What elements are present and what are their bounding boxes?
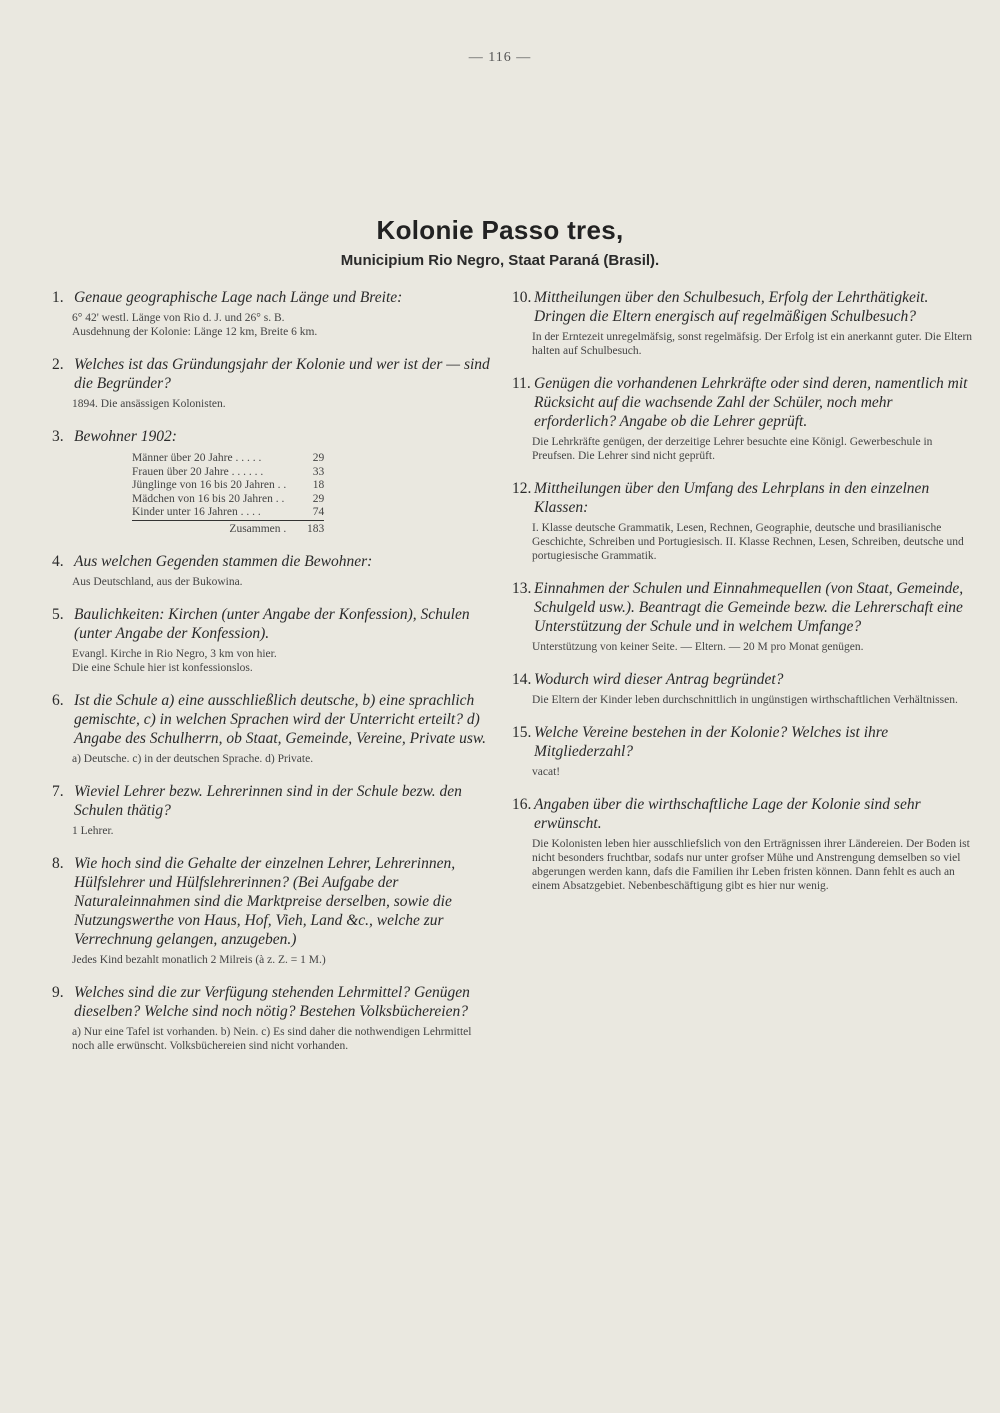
question-text: Mittheilungen über den Umfang des Lehrplans in den einzelnen Klassen: — [534, 480, 930, 516]
answer — [52, 311, 492, 339]
row-value: 18 — [312, 479, 325, 491]
question-text: Wieviel Lehrer bezw. Lehrerinnen sind in der Schule bezw. den Schulen thätig? — [74, 783, 462, 819]
answer: Unterstützung von keiner Seite. — Eltern. — 20 M pro Monat genügen. — [532, 641, 864, 653]
question-13 — [512, 579, 974, 654]
question-number: 14. — [512, 671, 532, 688]
question-number: 1. — [52, 289, 64, 306]
question-11 — [512, 374, 974, 463]
total-label: Zusammen . — [132, 520, 286, 536]
question-text: Bewohner 1902: — [74, 428, 177, 445]
answer: Jedes Kind bezahlt monatlich 2 Milreis (à z. Z. = 1 M.) — [72, 954, 326, 966]
question-14 — [512, 670, 974, 707]
question-text: Ist die Schule a) eine ausschließlich deutsche, b) eine sprachlich gemischte, c) in welchen Sprachen wird der Unterricht erteilt? d) Angabe des Schulherrn, ob Staat, Gemeinde, Vereine, Private usw. — [74, 692, 486, 747]
answer: In der Erntezeit unregelmäfsig, sonst regelmäfsig. Der Erfolg ist ein anerkannt guter. Die Eltern halten auf Schulbesuch. — [532, 331, 973, 357]
question-15 — [512, 723, 974, 779]
question-number: 4. — [52, 553, 64, 570]
total-value: 183 — [286, 520, 324, 536]
question-number: 11. — [512, 375, 531, 392]
question-7 — [52, 782, 492, 838]
question-text: Baulichkeiten: Kirchen (unter Angabe der Konfession), Schulen (unter Angabe der Konfession). — [74, 606, 470, 642]
question-8 — [52, 854, 492, 967]
question-9 — [52, 983, 492, 1053]
question-text: Genaue geographische Lage nach Länge und Breite: — [74, 289, 403, 306]
question-number: 9. — [52, 984, 64, 1001]
question-12 — [512, 479, 974, 563]
question-3 — [52, 427, 492, 536]
question-1 — [52, 288, 492, 339]
table-row — [132, 466, 324, 480]
question-text: Einnahmen der Schulen und Einnahmequellen (von Staat, Gemeinde, Schulgeld usw.). Beantragt die Gemeinde bezw. die Lehrerschaft eine Unterstützung der Schule und in welchem Umfange? — [534, 580, 964, 635]
right-column — [512, 288, 974, 909]
question-2 — [52, 355, 492, 411]
answer-line: Ausdehnung der Kolonie: Länge 12 km, Breite 6 km. — [72, 326, 318, 338]
row-value: 29 — [312, 492, 325, 505]
answer-line: Evangl. Kirche in Rio Negro, 3 km von hier. — [72, 648, 277, 660]
question-number: 7. — [52, 783, 64, 800]
answer: a) Deutsche. c) in der deutschen Sprache. d) Private. — [72, 753, 314, 765]
row-value: 33 — [312, 465, 325, 478]
question-text: Mittheilungen über den Schulbesuch, Erfolg der Lehrthätigkeit. Dringen die Eltern energisch auf regelmäßigen Schulbesuch? — [534, 289, 929, 325]
question-text: Wie hoch sind die Gehalte der einzelnen Lehrer, Lehrerinnen, Hülfslehrer und Hülfslehrerinnen? (Bei Aufgabe der Naturaleinnahmen sind die Marktpreise derselben, sowie die Nutzungswerthe von Haus, Hof, Vieh, Land &c., welche zur Verrechnung gelangen, anzugeben.) — [74, 855, 456, 948]
question-number: 13. — [512, 580, 532, 597]
page-number: — 116 — — [468, 50, 532, 65]
answer-line: Die eine Schule hier ist konfessionslos. — [72, 662, 253, 674]
question-text: Welche Vereine bestehen in der Kolonie? Welches ist ihre Mitgliederzahl? — [534, 724, 889, 760]
question-number: 5. — [52, 606, 64, 623]
question-text: Welches sind die zur Verfügung stehenden Lehrmittel? Genügen dieselben? Welche sind noch nötig? Bestehen Volksbüchereien? — [74, 984, 470, 1020]
question-number: 12. — [512, 480, 532, 497]
row-label: Mädchen von 16 bis 20 Jahren . . — [132, 492, 285, 505]
answer: 1894. Die ansässigen Kolonisten. — [72, 398, 226, 410]
table-row — [132, 452, 324, 466]
answer: Die Kolonisten leben hier ausschliefslich von den Erträgnissen ihrer Ländereien. Der Boden ist nicht besonders fruchtbar, sodafs nur unter grofser Mühe und Anstrengung demselben so viel abgerungen werden kann, dafs die Familien ihr Leben fristen können. Dann fehlt es auch an einem Absatzgebiet. Nebenbeschäftigung gibt es hier nur wenig. — [532, 838, 970, 892]
answer: Die Lehrkräfte genügen, der derzeitige Lehrer besuchte eine Königl. Gewerbeschule in Preufsen. Die Lehrer sind nicht geprüft. — [532, 436, 933, 462]
row-label: Kinder unter 16 Jahren . . . . — [132, 506, 261, 518]
left-column — [52, 288, 492, 1069]
answer: I. Klasse deutsche Grammatik, Lesen, Rechnen, Geographie, deutsche und brasilianische Geschichte, Schreiben und Portugiesisch. II. Klasse Rechnen, Lesen, Schreiben, deutsche und portugiesische Grammatik. — [532, 522, 964, 562]
row-value: 74 — [312, 506, 325, 518]
question-5 — [52, 605, 492, 675]
question-number: 16. — [512, 796, 532, 813]
table-row — [132, 479, 324, 493]
table-row — [132, 506, 324, 520]
total-row — [132, 520, 324, 536]
answer: a) Nur eine Tafel ist vorhanden. b) Nein. c) Es sind daher die nothwendigen Lehrmittel noch alle erwünscht. Volksbüchereien sind nicht vorhanden. — [72, 1026, 472, 1052]
row-label: Jünglinge von 16 bis 20 Jahren . . — [132, 479, 287, 491]
question-number: 6. — [52, 692, 64, 709]
population-table — [132, 452, 324, 536]
question-number: 3. — [52, 428, 64, 445]
question-text: Welches ist das Gründungsjahr der Kolonie und wer ist der — sind die Begründer? — [74, 356, 490, 392]
question-16 — [512, 795, 974, 893]
title-block — [0, 215, 1000, 269]
question-4 — [52, 552, 492, 589]
row-label: Frauen über 20 Jahre . . . . . . — [132, 465, 264, 478]
question-text: Wodurch wird dieser Antrag begründet? — [534, 671, 784, 688]
answer-line: 6° 42' westl. Länge von Rio d. J. und 26° s. B. — [72, 312, 285, 324]
question-number: 8. — [52, 855, 64, 872]
answer: Aus Deutschland, aus der Bukowina. — [72, 576, 243, 588]
page-subtitle: Municipium Rio Negro, Staat Paraná (Brasil). — [340, 252, 660, 269]
question-text: Angaben über die wirthschaftliche Lage der Kolonie sind sehr erwünscht. — [534, 796, 921, 832]
answer: 1 Lehrer. — [72, 825, 114, 837]
row-value: 29 — [312, 452, 325, 464]
question-text: Genügen die vorhandenen Lehrkräfte oder sind deren, namentlich mit Rücksicht auf die wachsende Zahl der Schüler, noch mehr erforderlich? Angabe ob die Lehrer geprüft. — [534, 375, 968, 430]
question-number: 15. — [512, 724, 532, 741]
table-row — [132, 493, 324, 507]
page-title: Kolonie Passo tres, — [376, 215, 624, 245]
row-label: Männer über 20 Jahre . . . . . — [132, 452, 262, 464]
question-10 — [512, 288, 974, 358]
question-6 — [52, 691, 492, 766]
answer: Die Eltern der Kinder leben durchschnittlich in ungünstigen wirthschaftlichen Verhältnissen. — [532, 694, 958, 706]
question-number: 10. — [512, 289, 532, 306]
answer: vacat! — [532, 766, 561, 778]
question-number: 2. — [52, 356, 64, 373]
answer — [52, 647, 492, 675]
question-text: Aus welchen Gegenden stammen die Bewohner: — [74, 553, 373, 570]
